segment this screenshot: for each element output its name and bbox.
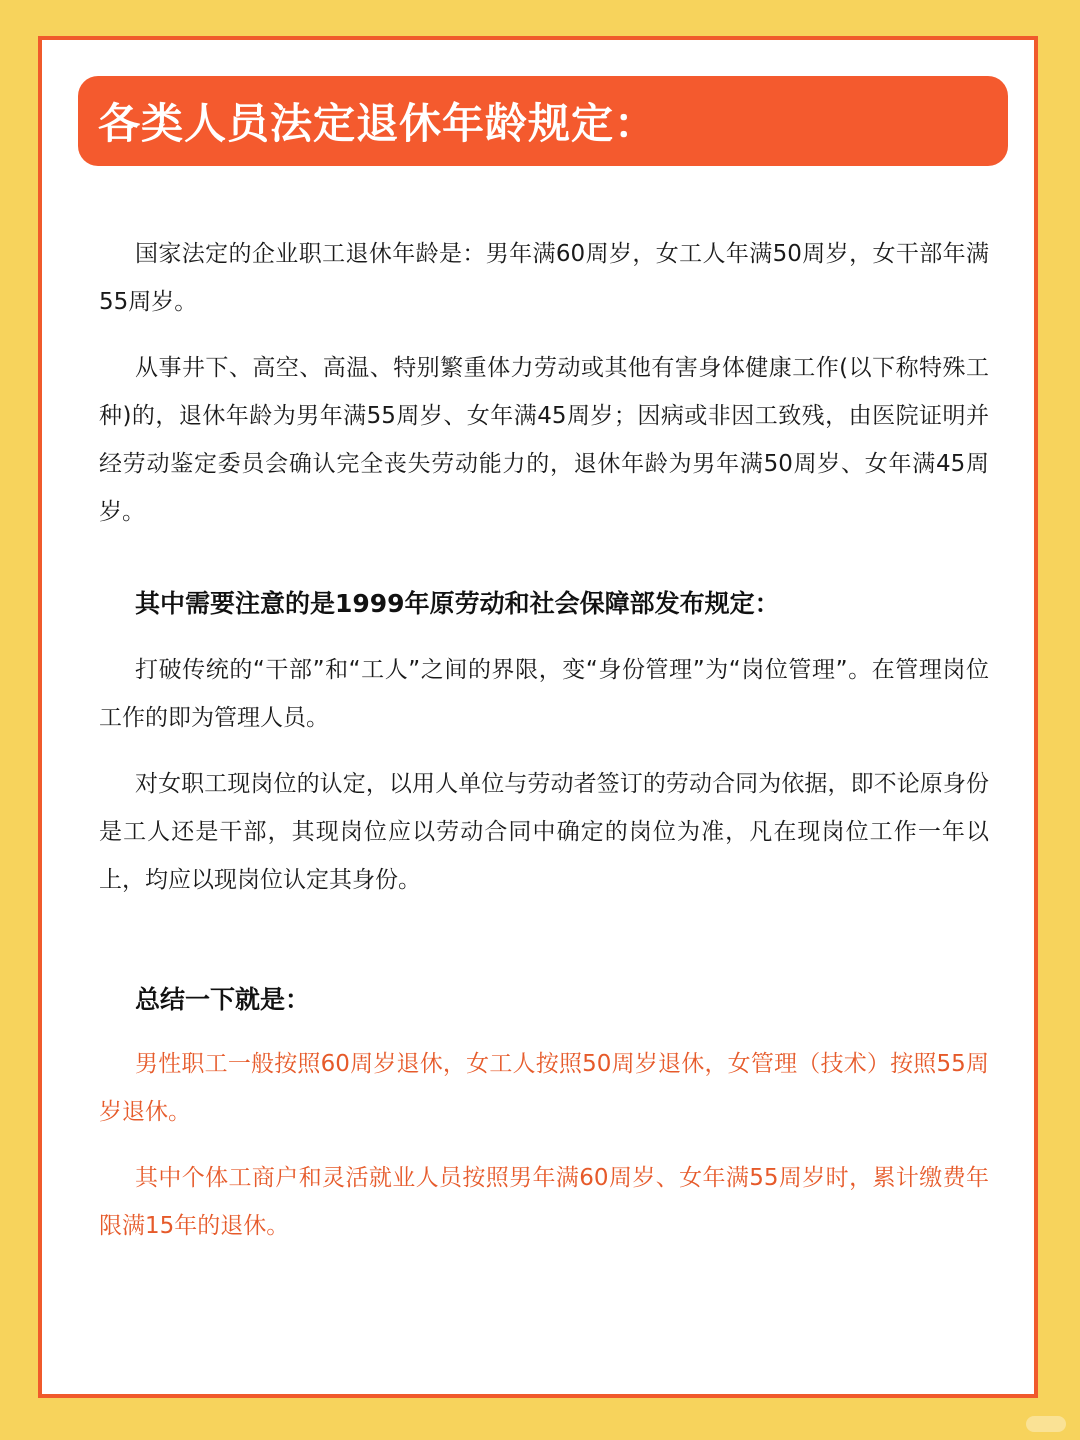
content-card [38, 36, 1038, 1398]
summary-paragraph-flexible: 其中个体工商户和灵活就业人员按照男年满60周岁、女年满55周岁时，累计缴费年限满15年的退休。 [99, 1165, 989, 1239]
summary-paragraph-general: 男性职工一般按照60周岁退休，女工人按照50周岁退休，女管理（技术）按照55周岁退休。 [99, 1051, 989, 1125]
paragraph-position-management: 打破传统的“干部”和“工人”之间的界限，变“身份管理”为“岗位管理”。在管理岗位工作的即为管理人员。 [99, 657, 989, 731]
watermark-mark [1026, 1416, 1066, 1432]
paragraph-female-position: 对女职工现岗位的认定，以用人单位与劳动者签订的劳动合同为依据，即不论原身份是工人还是干部，其现岗位应以劳动合同中确定的岗位为准，凡在现岗位工作一年以上，均应以现岗位认定其身份。 [99, 771, 989, 893]
section-heading-summary: 总结一下就是： [135, 985, 311, 1014]
paragraph-special-jobs: 从事井下、高空、高温、特别繁重体力劳动或其他有害身体健康工作(以下称特殊工种)的，退休年龄为男年满55周岁、女年满45周岁；因病或非因工致残，由医院证明并经劳动鉴定委员会确认完全丧失劳动能力的，退休年龄为男年满50周岁、女年满45周岁。 [99, 355, 989, 525]
section-heading-note: 其中需要注意的是1999年原劳动和社会保障部发布规定： [135, 589, 780, 618]
title-banner [78, 76, 1008, 166]
article-body [99, 230, 989, 1250]
page-title: 各类人员法定退休年龄规定： [98, 99, 658, 148]
paragraph-retirement-age: 国家法定的企业职工退休年龄是：男年满60周岁，女工人年满50周岁，女干部年满55周岁。 [99, 241, 989, 315]
